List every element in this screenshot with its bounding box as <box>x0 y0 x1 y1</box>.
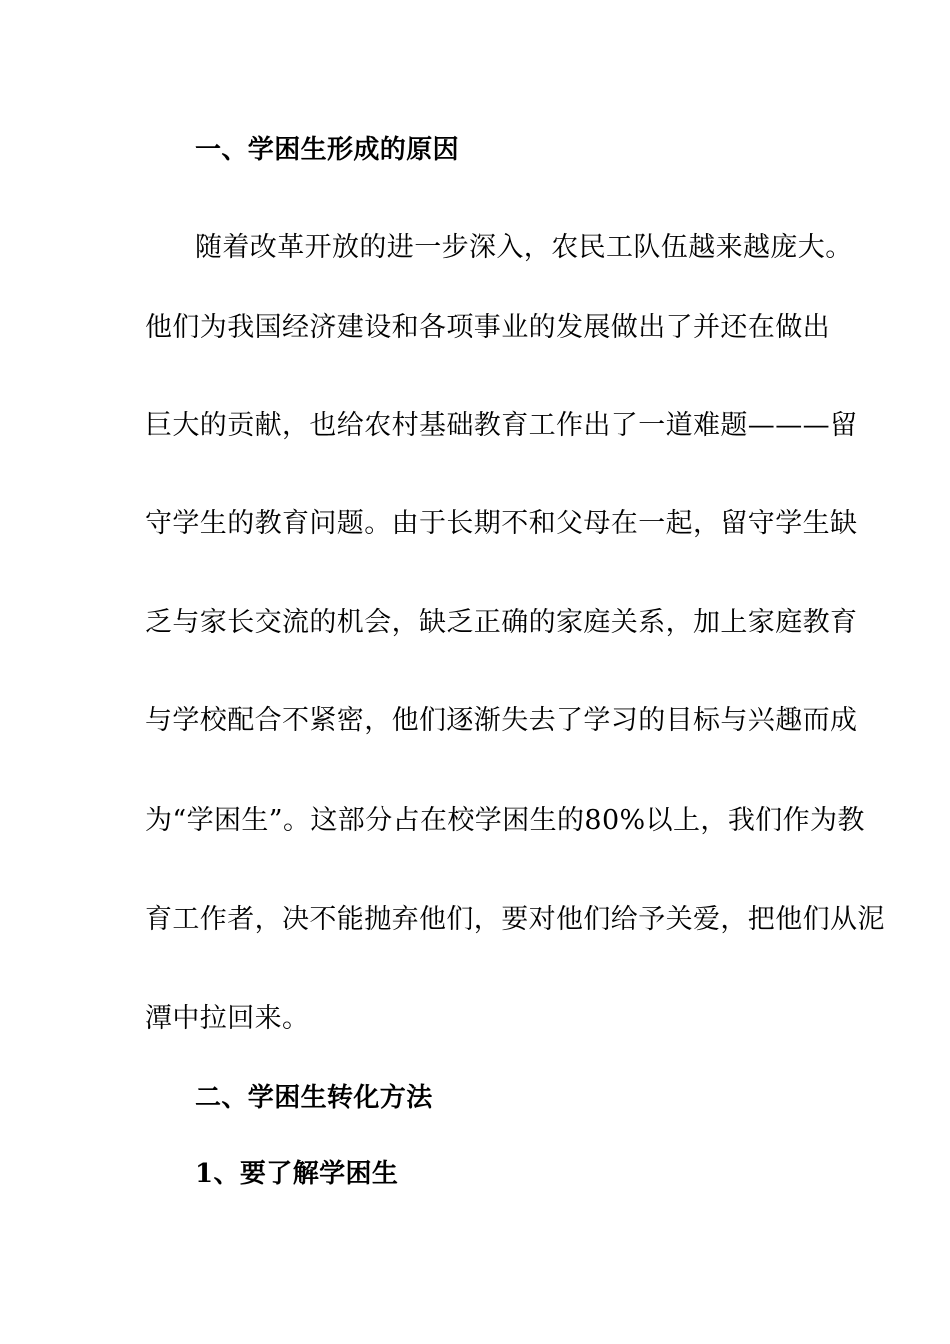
paragraph-line: 为“学困生”。这部分占在校学困生的80%以上，我们作为教 <box>145 805 865 836</box>
paragraph-line: 随着改革开放的进一步深入，农民工队伍越来越庞大。 <box>195 232 853 263</box>
paragraph-line: 他们为我国经济建设和各项事业的发展做出了并还在做出 <box>145 312 830 343</box>
paragraph-line: 乏与家长交流的机会，缺乏正确的家庭关系，加上家庭教育 <box>145 607 858 638</box>
paragraph-line: 潭中拉回来。 <box>145 1003 310 1034</box>
section-heading-methods: 二、学困生转化方法 <box>195 1083 433 1113</box>
paragraph-line: 与学校配合不紧密，他们逐渐失去了学习的目标与兴趣而成 <box>145 705 858 736</box>
section-heading-causes: 一、学困生形成的原因 <box>195 135 460 165</box>
paragraph-line: 巨大的贡献，也给农村基础教育工作出了一道难题———留 <box>145 410 858 441</box>
subsection-heading: 1、要了解学困生 <box>195 1159 399 1189</box>
paragraph-line: 守学生的教育问题。由于长期不和父母在一起，留守学生缺 <box>145 508 858 539</box>
paragraph-line: 育工作者，决不能抛弃他们，要对他们给予关爱，把他们从泥 <box>145 904 885 935</box>
